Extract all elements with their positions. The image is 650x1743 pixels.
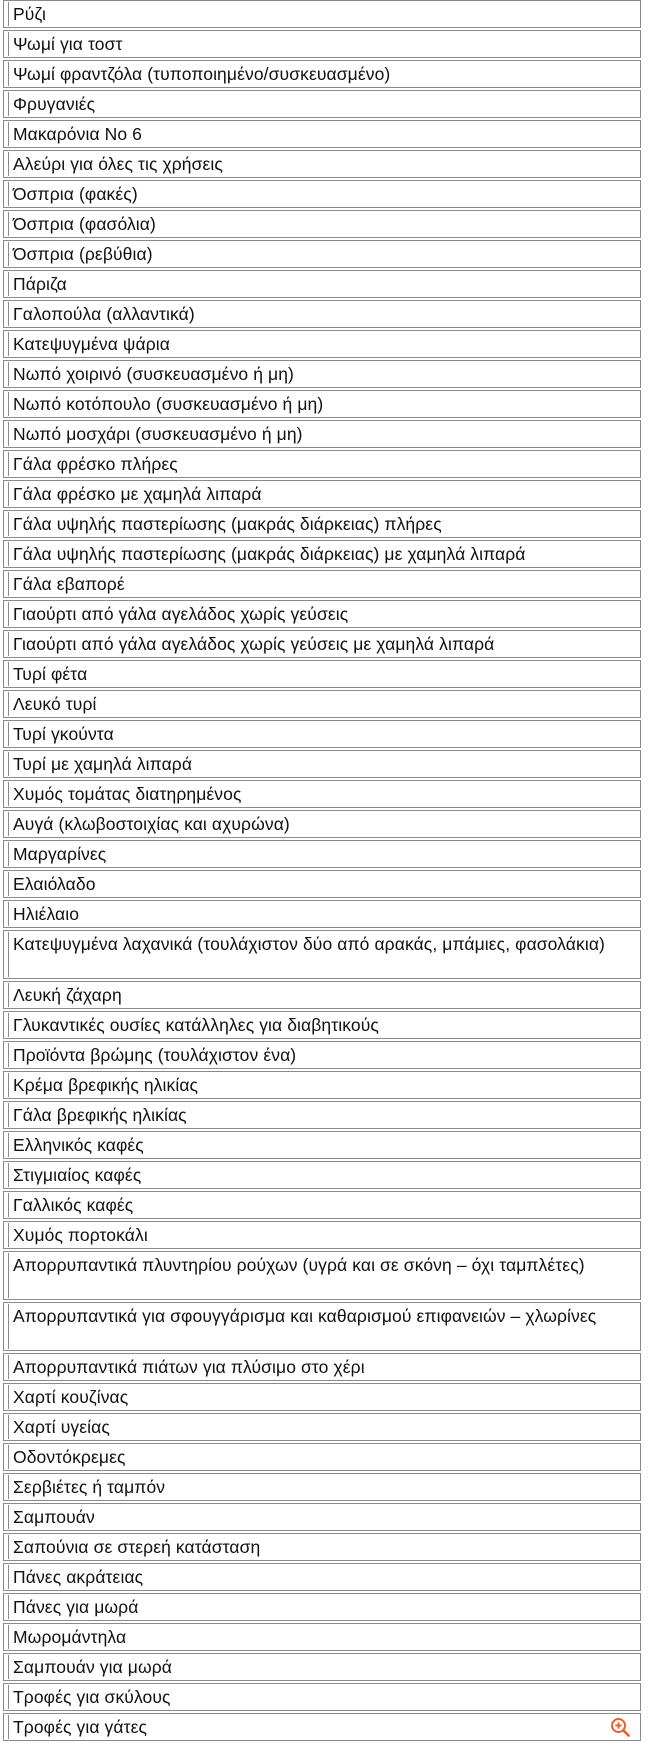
list-item (0, 630, 650, 658)
list-item-label: Τυρί γκούντα (13, 724, 114, 744)
list-item (0, 660, 650, 688)
list-item-label: Γαλοπούλα (αλλαντικά) (13, 304, 195, 324)
list-item-label: Σερβιέτες ή ταμπόν (13, 1477, 166, 1497)
list-item-label: Τυρί με χαμηλά λιπαρά (13, 754, 193, 774)
table-cell (3, 1191, 641, 1219)
list-item-label: Αλεύρι για όλες τις χρήσεις (13, 154, 223, 174)
list-item (0, 1593, 650, 1621)
table-cell (3, 870, 641, 898)
table-cell (3, 1251, 641, 1300)
list-item (0, 570, 650, 598)
list-item-label: Γάλα εβαπορέ (13, 574, 125, 594)
table-cell (3, 1653, 641, 1681)
list-item (0, 690, 650, 718)
list-item-label: Ελληνικός καφές (13, 1135, 144, 1155)
table-cell (3, 981, 641, 1009)
list-item (0, 300, 650, 328)
table-cell (3, 1443, 641, 1471)
list-item-label: Πάριζα (13, 274, 67, 294)
table-cell (3, 720, 641, 748)
table-cell (3, 120, 641, 148)
list-item-label: Ψωμί φραντζόλα (τυποποιημένο/συσκευασμένο) (13, 64, 391, 84)
list-item-label: Ηλιέλαιο (13, 904, 80, 924)
list-item-label: Μωρομάντηλα (13, 1627, 127, 1647)
list-item (0, 1011, 650, 1039)
list-item (0, 210, 650, 238)
table-cell (3, 30, 641, 58)
list-item (0, 480, 650, 508)
list-item (0, 720, 650, 748)
list-item-label: Χαρτί υγείας (13, 1417, 110, 1437)
table-cell (3, 1302, 641, 1351)
table-cell (3, 180, 641, 208)
table-cell (3, 0, 641, 28)
list-item-label: Χαρτί κουζίνας (13, 1387, 129, 1407)
list-item-label: Γάλα βρεφικής ηλικίας (13, 1105, 187, 1125)
table-cell (3, 540, 641, 568)
table-cell (3, 1071, 641, 1099)
list-item (0, 1653, 650, 1681)
table-cell (3, 1221, 641, 1249)
table-cell (3, 210, 641, 238)
table-cell (3, 1383, 641, 1411)
zoom-in-icon[interactable] (610, 1717, 630, 1737)
list-item-label: Γλυκαντικές ουσίες κατάλληλες για διαβητικούς (13, 1015, 379, 1035)
list-item (0, 1413, 650, 1441)
list-item (0, 1101, 650, 1129)
list-item-label: Χυμός τομάτας διατηρημένος (13, 784, 242, 804)
list-item-label: Κρέμα βρεφικής ηλικίας (13, 1075, 199, 1095)
list-item-label: Απορρυπαντικά πιάτων για πλύσιμο στο χέρι (13, 1357, 365, 1377)
list-item (0, 750, 650, 778)
list-item-label: Αυγά (κλωβοστοιχίας και αχυρώνα) (13, 814, 290, 834)
list-item (0, 270, 650, 298)
list-item-label: Χυμός πορτοκάλι (13, 1225, 148, 1245)
table-cell (3, 300, 641, 328)
list-item-label: Τροφές για γάτες (13, 1717, 148, 1737)
list-item (0, 1161, 650, 1189)
list-item-label: Απορρυπαντικά για σφουγγάρισμα και καθαρισμού επιφανειών – χλωρίνες (13, 1306, 597, 1326)
list-item (0, 870, 650, 898)
list-item (0, 120, 650, 148)
list-item-label: Κατεψυγμένα ψάρια (13, 334, 170, 354)
list-item-label: Πάνες για μωρά (13, 1597, 139, 1617)
list-item (0, 330, 650, 358)
list-item (0, 1383, 650, 1411)
table-cell (3, 240, 641, 268)
table-cell (3, 1683, 641, 1711)
list-item-label: Κατεψυγμένα λαχανικά (τουλάχιστον δύο από αρακάς, μπάμιες, φασολάκια) (13, 934, 605, 954)
list-item-label: Ρύζι (13, 4, 46, 24)
list-item (0, 981, 650, 1009)
table-cell (3, 750, 641, 778)
list-item-label: Λευκό τυρί (13, 694, 97, 714)
list-item-label: Νωπό κοτόπουλο (συσκευασμένο ή μη) (13, 394, 324, 414)
list-item-label: Γάλα υψηλής παστερίωσης (μακράς διάρκειας) πλήρες (13, 514, 442, 534)
list-item-label: Σαμπουάν (13, 1507, 95, 1527)
table-cell (3, 420, 641, 448)
list-item (0, 840, 650, 868)
list-item-label: Όσπρια (φακές) (13, 184, 138, 204)
list-item-label: Όσπρια (φασόλια) (13, 214, 156, 234)
table-cell (3, 1473, 641, 1501)
table-cell (3, 660, 641, 688)
list-item (0, 90, 650, 118)
table-cell (3, 90, 641, 118)
table-cell (3, 270, 641, 298)
table-cell (3, 390, 641, 418)
list-item (0, 390, 650, 418)
table-cell (3, 1161, 641, 1189)
list-item (0, 810, 650, 838)
list-item-label: Γιαούρτι από γάλα αγελάδος χωρίς γεύσεις με χαμηλά λιπαρά (13, 634, 495, 654)
list-item (0, 1071, 650, 1099)
list-item (0, 1191, 650, 1219)
table-cell (3, 1041, 641, 1069)
list-item-label: Γιαούρτι από γάλα αγελάδος χωρίς γεύσεις (13, 604, 349, 624)
list-item (0, 1251, 650, 1300)
list-item-label: Οδοντόκρεμες (13, 1447, 126, 1467)
table-cell (3, 780, 641, 808)
list-item (0, 1041, 650, 1069)
table-cell (3, 330, 641, 358)
table-cell (3, 690, 641, 718)
list-item (0, 420, 650, 448)
list-item (0, 1503, 650, 1531)
list-item-label: Όσπρια (ρεβύθια) (13, 244, 153, 264)
table-cell (3, 1011, 641, 1039)
list-item-label: Λευκή ζάχαρη (13, 985, 122, 1005)
list-item (0, 1302, 650, 1351)
table-cell (3, 1593, 641, 1621)
list-item-label: Νωπό χοιρινό (συσκευασμένο ή μη) (13, 364, 294, 384)
table-cell (3, 840, 641, 868)
list-item (0, 0, 650, 28)
list-item-label: Απορρυπαντικά πλυντηρίου ρούχων (υγρά και σε σκόνη – όχι ταμπλέτες) (13, 1255, 585, 1275)
table-cell (3, 1413, 641, 1441)
list-item (0, 450, 650, 478)
table-cell (3, 1623, 641, 1651)
list-item-label: Γάλα υψηλής παστερίωσης (μακράς διάρκειας) με χαμηλά λιπαρά (13, 544, 526, 564)
list-item-label: Γάλα φρέσκο με χαμηλά λιπαρά (13, 484, 262, 504)
list-item (0, 1713, 650, 1741)
list-item-label: Ελαιόλαδο (13, 874, 96, 894)
list-item-label: Γαλλικός καφές (13, 1195, 134, 1215)
list-item-label: Τυρί φέτα (13, 664, 88, 684)
list-item (0, 180, 650, 208)
list-item (0, 1353, 650, 1381)
table-cell (3, 360, 641, 388)
list-item (0, 1473, 650, 1501)
list-item (0, 240, 650, 268)
table-cell (3, 480, 641, 508)
table-cell (3, 900, 641, 928)
list-item (0, 930, 650, 979)
list-item-label: Προϊόντα βρώμης (τουλάχιστον ένα) (13, 1045, 297, 1065)
list-item (0, 30, 650, 58)
table-cell (3, 570, 641, 598)
table-cell (3, 1131, 641, 1159)
list-item-label: Σαπούνια σε στερεή κατάσταση (13, 1537, 261, 1557)
list-item (0, 1131, 650, 1159)
list-item-label: Μαργαρίνες (13, 844, 107, 864)
list-item (0, 1563, 650, 1591)
list-item (0, 780, 650, 808)
table-cell (3, 1353, 641, 1381)
table-cell (3, 60, 641, 88)
list-item (0, 360, 650, 388)
table-cell (3, 1503, 641, 1531)
list-item (0, 1533, 650, 1561)
list-item-label: Στιγμιαίος καφές (13, 1165, 142, 1185)
table-cell (3, 810, 641, 838)
list-item-label: Γάλα φρέσκο πλήρες (13, 454, 178, 474)
list-item (0, 1443, 650, 1471)
list-item (0, 150, 650, 178)
list-item (0, 1683, 650, 1711)
table-cell (3, 1713, 641, 1741)
list-item-label: Πάνες ακράτειας (13, 1567, 144, 1587)
list-item-label: Φρυγανιές (13, 94, 96, 114)
list-item-label: Τροφές για σκύλους (13, 1687, 171, 1707)
list-item-label: Νωπό μοσχάρι (συσκευασμένο ή μη) (13, 424, 303, 444)
list-item-label: Σαμπουάν για μωρά (13, 1657, 173, 1677)
list-item (0, 1221, 650, 1249)
table-cell (3, 600, 641, 628)
list-item (0, 510, 650, 538)
table-cell (3, 630, 641, 658)
table-cell (3, 150, 641, 178)
table-cell (3, 930, 641, 979)
list-item-label: Ψωμί για τοστ (13, 34, 123, 54)
table-cell (3, 450, 641, 478)
list-item (0, 1623, 650, 1651)
list-item (0, 60, 650, 88)
list-item (0, 900, 650, 928)
list-item (0, 600, 650, 628)
list-item (0, 540, 650, 568)
table-cell (3, 510, 641, 538)
table-cell (3, 1533, 641, 1561)
table-cell (3, 1101, 641, 1129)
table-cell (3, 1563, 641, 1591)
list-item-label: Μακαρόνια Νο 6 (13, 124, 143, 144)
